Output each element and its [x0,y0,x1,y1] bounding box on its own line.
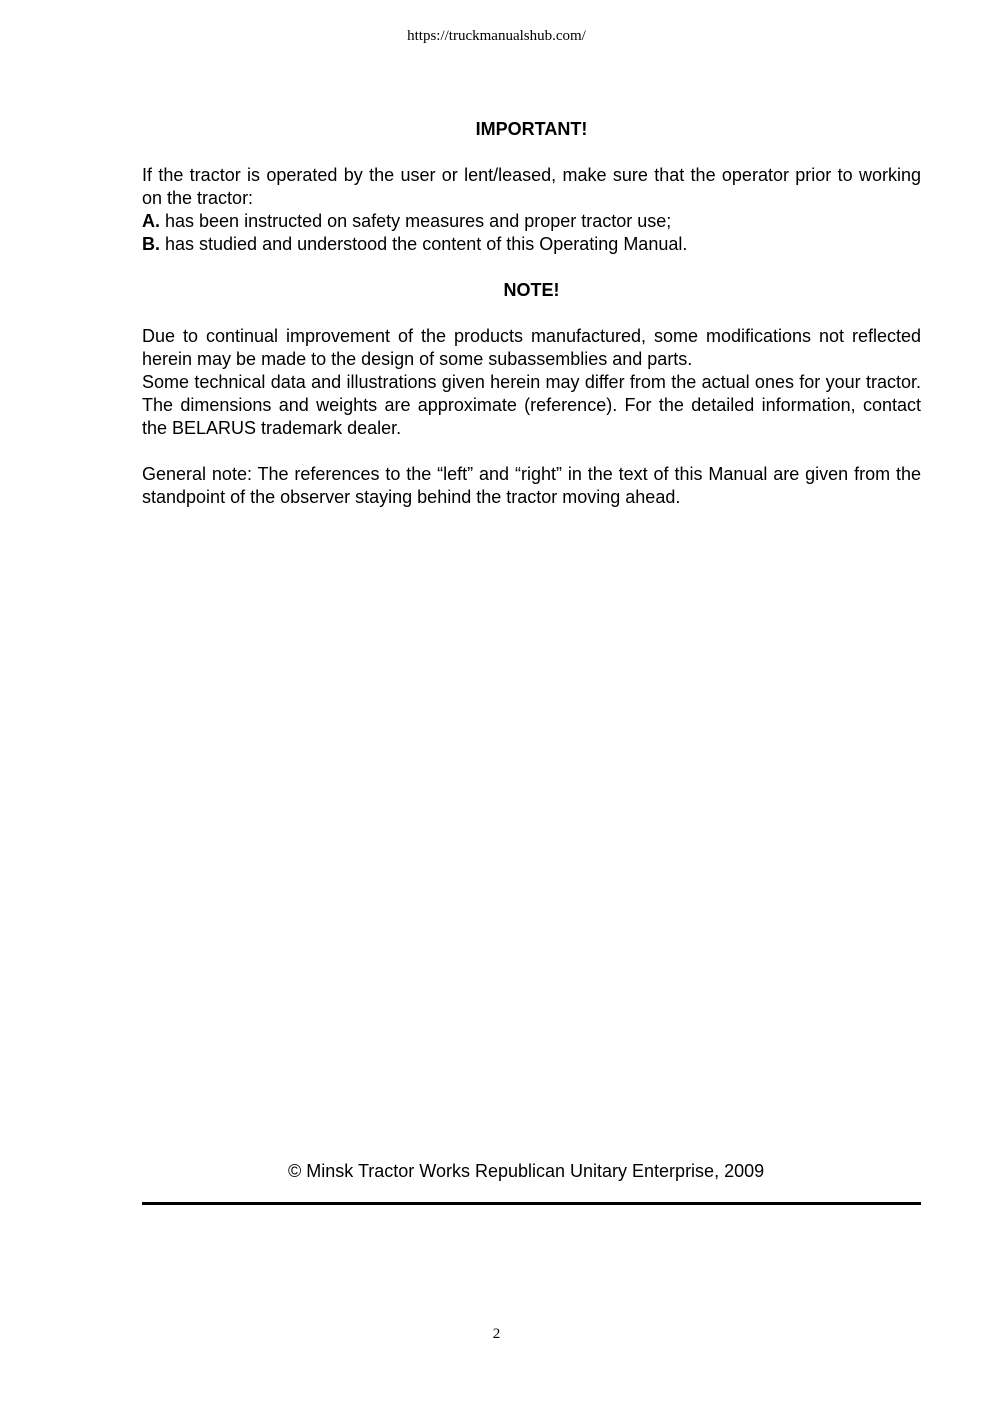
note-paragraph: Due to continual improvement of the products manufactured, some modifications not reflected herein may be made to the design of some subassemblies and parts. [142,326,921,369]
list-item [142,233,921,256]
list-item [142,210,921,233]
source-url: https://truckmanualshub.com/ [407,28,586,44]
list-item-marker: B. [142,234,160,254]
important-section [142,164,921,256]
list-item-marker: A. [142,211,160,231]
general-note-paragraph: General note: The references to the “left” and “right” in the text of this Manual are given from the standpoint of the observer staying behind the tractor moving ahead. [142,464,921,507]
note-section [142,325,921,440]
general-note-section [142,463,921,509]
note-paragraph: Some technical data and illustrations given herein may differ from the actual ones for your tractor. The dimensions and weights are approximate (reference). For the detailed information, contact the BELARUS trademark dealer. [142,372,921,438]
copyright-notice: © Minsk Tractor Works Republican Unitary Enterprise, 2009 [288,1161,765,1181]
important-intro: If the tractor is operated by the user or lent/leased, make sure that the operator prior to working on the tractor: [142,165,921,208]
list-item-text: has studied and understood the content of this Operating Manual. [160,234,688,254]
note-heading: NOTE! [503,280,560,300]
list-item-text: has been instructed on safety measures and proper tractor use; [160,211,672,231]
footer-divider [142,1202,921,1205]
page-number: 2 [492,1326,501,1342]
important-heading: IMPORTANT! [475,119,588,139]
